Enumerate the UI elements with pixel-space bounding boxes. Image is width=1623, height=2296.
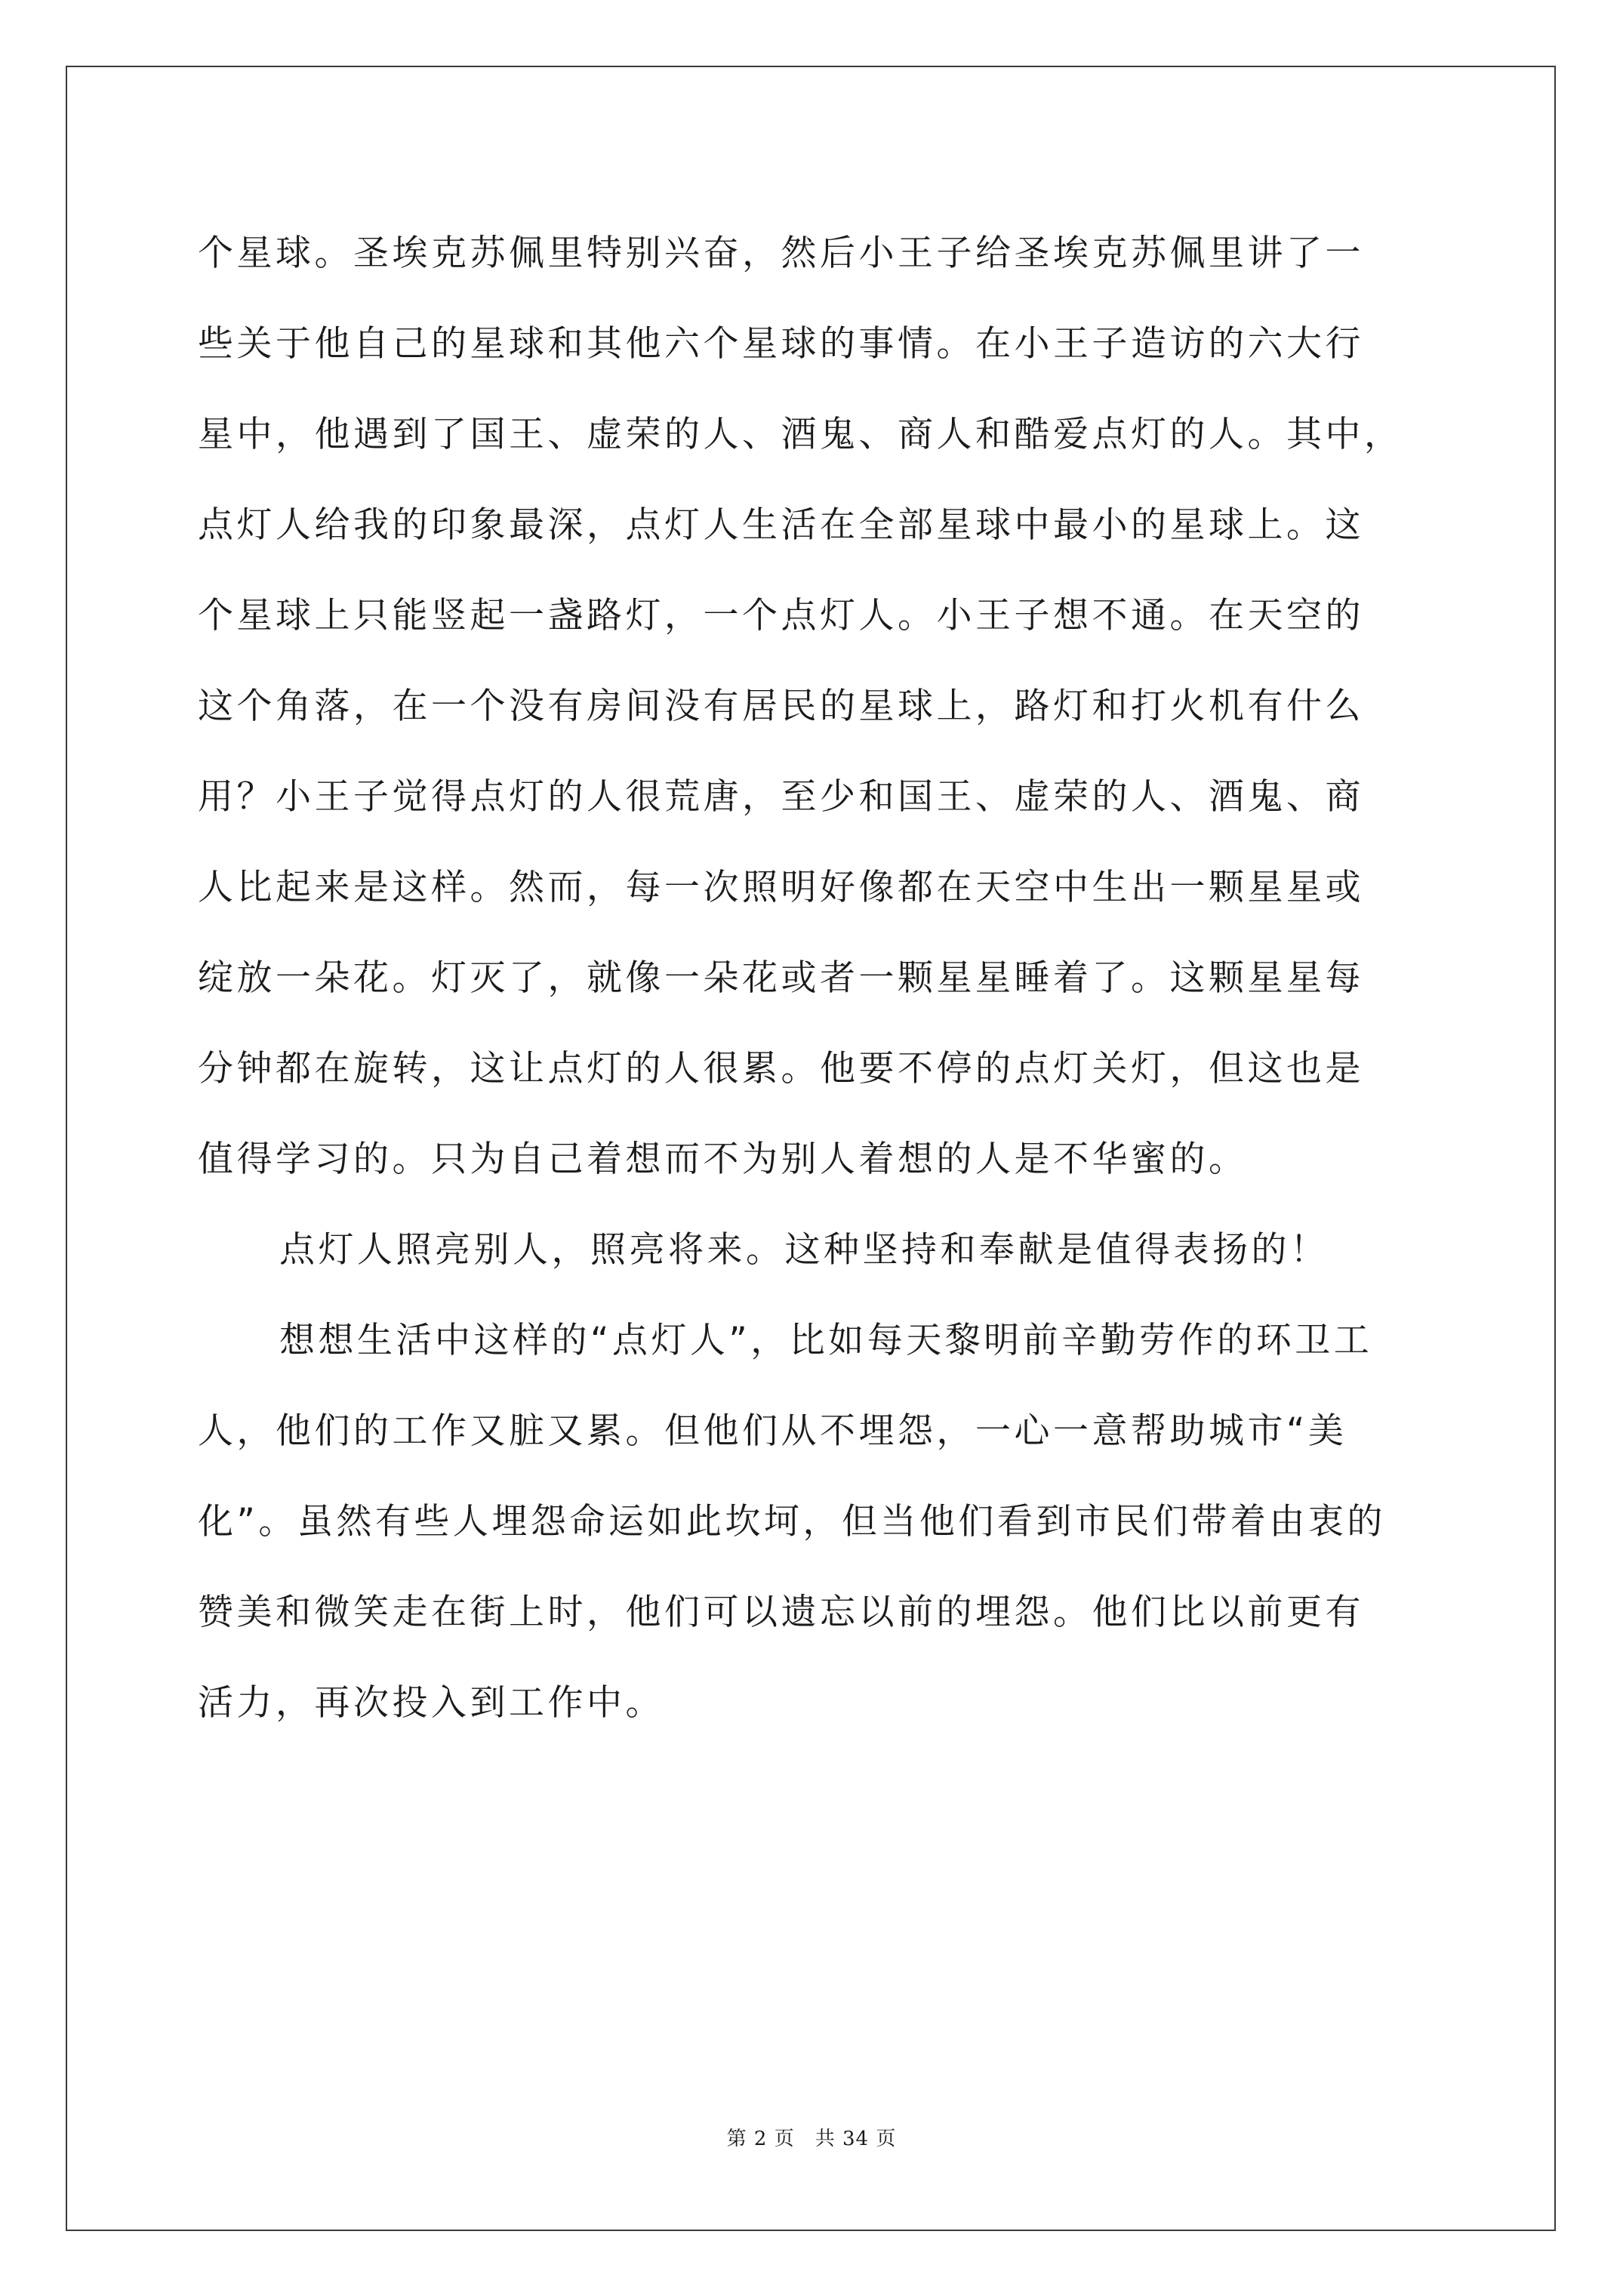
text-line: 这个角落，在一个没有房间没有居民的星球上，路灯和打火机有什么 bbox=[198, 686, 1364, 727]
text-line: 值得学习的。只为自己着想而不为别人着想的人是不华蜜的。 bbox=[198, 1139, 1248, 1180]
text-line: 星中，他遇到了国王、虚荣的人、酒鬼、商人和酷爱点灯的人。其中， bbox=[198, 414, 1403, 455]
paragraph-first-line: 点灯人照亮别人，照亮将来。这种坚持和奉献是值得表扬的！ bbox=[279, 1229, 1329, 1271]
document-body bbox=[198, 208, 1436, 1749]
text-line: 用？小王子觉得点灯的人很荒唐，至少和国王、虚荣的人、酒鬼、商 bbox=[198, 776, 1364, 818]
text-line: 绽放一朵花。灯灭了，就像一朵花或者一颗星星睡着了。这颗星星每 bbox=[198, 957, 1364, 999]
text-line: 赞美和微笑走在街上时，他们可以遗忘以前的埋怨。他们比以前更有 bbox=[198, 1592, 1364, 1633]
text-line: 个星球。圣埃克苏佩里特别兴奋，然后小王子给圣埃克苏佩里讲了一 bbox=[198, 233, 1364, 274]
text-line: 人，他们的工作又脏又累。但他们从不埋怨，一心一意帮助城市“美 bbox=[198, 1410, 1347, 1452]
text-line: 活力，再次投入到工作中。 bbox=[198, 1682, 664, 1724]
text-line: 人比起来是这样。然而，每一次照明好像都在天空中生出一颗星星或 bbox=[198, 867, 1364, 908]
paragraph-first-line: 想想生活中这样的“点灯人”，比如每天黎明前辛勤劳作的环卫工 bbox=[279, 1320, 1373, 1361]
page-footer: 第 2 页 共 34 页 bbox=[726, 2128, 897, 2150]
text-line: 化”。虽然有些人埋怨命运如此坎坷，但当他们看到市民们带着由衷的 bbox=[198, 1501, 1386, 1542]
text-line: 些关于他自己的星球和其他六个星球的事情。在小王子造访的六大行 bbox=[198, 323, 1364, 365]
text-line: 分钟都在旋转，这让点灯的人很累。他要不停的点灯关灯，但这也是 bbox=[198, 1048, 1364, 1089]
text-line: 点灯人给我的印象最深，点灯人生活在全部星球中最小的星球上。这 bbox=[198, 504, 1364, 546]
text-line: 个星球上只能竖起一盏路灯，一个点灯人。小王子想不通。在天空的 bbox=[198, 595, 1364, 636]
